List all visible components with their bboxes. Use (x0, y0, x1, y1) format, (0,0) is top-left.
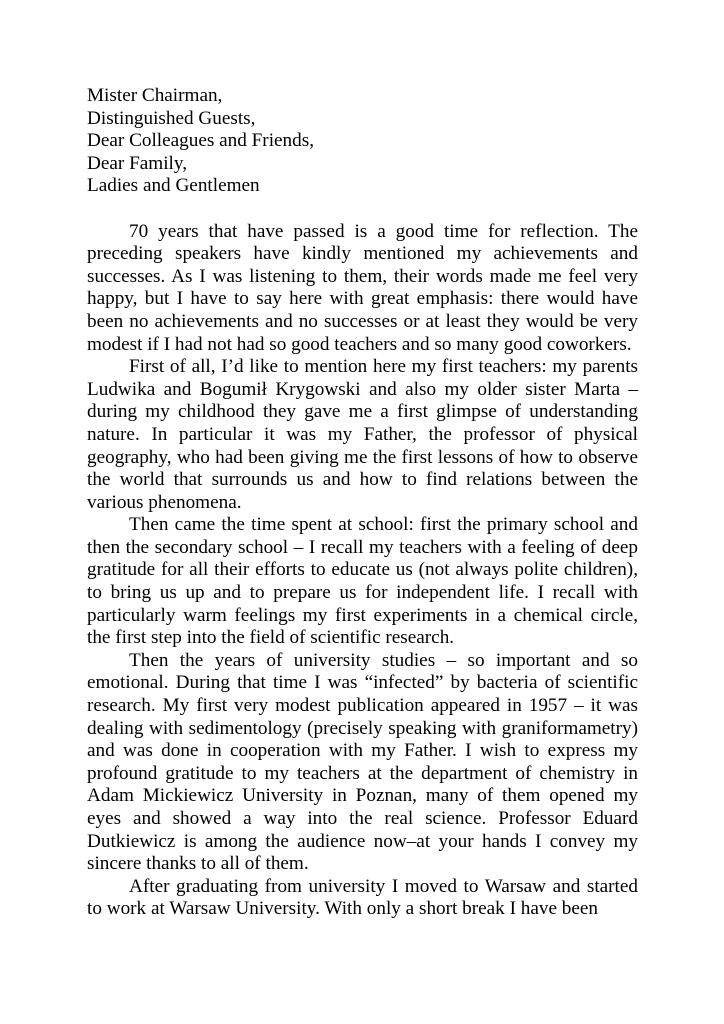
salutation-line-chairman: Mister Chairman, (87, 85, 223, 106)
paragraph-university: Then the years of university studies – so important and so emotional. During that time I was “infected” by bacteria of scientific research. My first very modest publication appeared in 1957 – it was dealing with sedimentology (precisely speaking with graniformametry) and was done in cooperation with my Father. I wish to express my profound gratitude to my teachers at the department of chemistry in Adam Mickiewicz University in Poznan, many of them opened my eyes and showed a way into the real science. Professor Eduard Dutkiewicz is among the audience now–at your hands I convey my sincere thanks to all of them. (87, 649, 638, 875)
salutation-line-colleagues: Dear Colleagues and Friends, (87, 130, 314, 152)
salutation-block (87, 85, 638, 198)
salutation-line-family: Dear Family, (87, 152, 187, 174)
paragraph-warsaw: After graduating from university I moved to Warsaw and started to work at Warsaw University. With only a short break I have been (87, 875, 638, 920)
paragraph-school: Then came the time spent at school: first the primary school and then the secondary school – I recall my teachers with a feeling of deep gratitude for all their efforts to educate us (not always polite children), to bring us up and to prepare us for independent life. I recall with particularly warm feelings my first experiments in a chemical circle, the first step into the field of scientific research. (87, 514, 638, 649)
document-page (87, 85, 638, 921)
salutation-line-ladies-gentlemen: Ladies and Gentlemen (87, 175, 260, 197)
salutation-line-guests: Distinguished Guests, (87, 107, 256, 129)
paragraph-first-teachers: First of all, I’d like to mention here my first teachers: my parents Ludwika and Bogumił Krygowski and also my older sister Marta – during my childhood they gave me a first glimpse of understanding nature. In particular it was my Father, the professor of physical geography, who had been giving me the first lessons of how to observe the world that surrounds us and how to find relations between the various phenomena. (87, 356, 638, 513)
paragraph-reflection: 70 years that have passed is a good time for reflection. The preceding speakers have kindly mentioned my achievements and successes. As I was listening to them, their words made me feel very happy, but I have to say here with great emphasis: there would have been no achievements and no successes or at least they would be very modest if I had not had so good teachers and so many good coworkers. (87, 220, 638, 355)
